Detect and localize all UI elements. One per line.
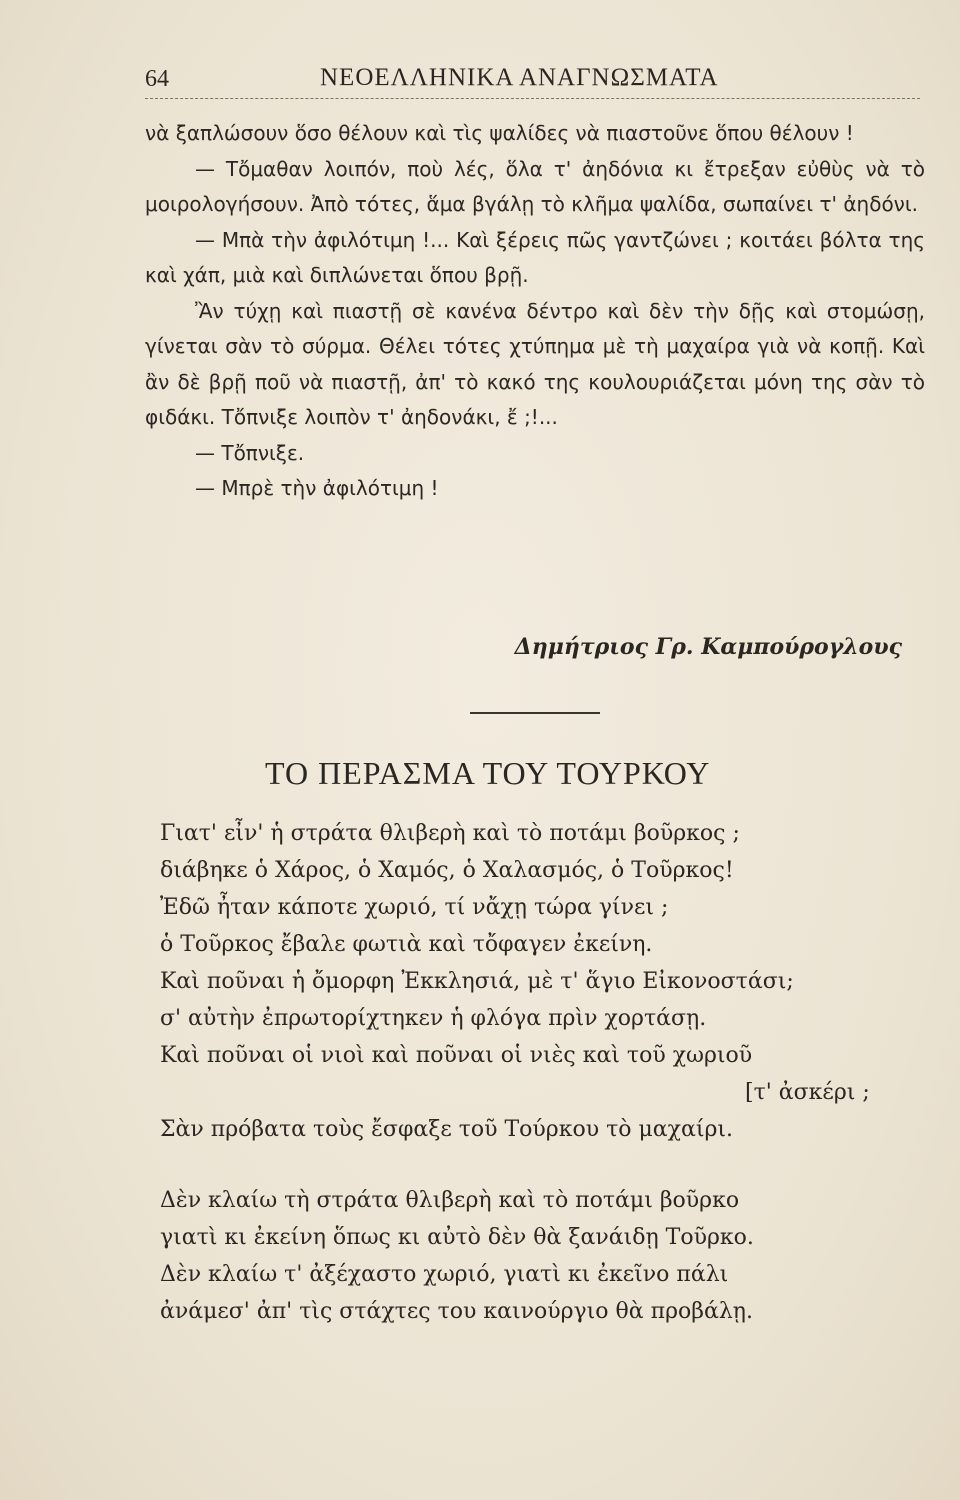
page-number: 64 [145,66,169,92]
poem-verse: Καὶ ποῦναι ἡ ὄμορφη Ἐκκλησιά, μὲ τ' ἅγιο Εἰκονοστάσι; [160,969,794,994]
section-separator [470,712,600,714]
poem-verse: γιατὶ κι ἐκείνη ὅπως κι αὐτὸ δὲν θὰ ξανάιδῃ Τοῦρκο. [160,1225,754,1250]
poem [160,815,920,1330]
poem-verse: διάβηκε ὁ Χάρος, ὁ Χαμός, ὁ Χαλασμός, ὁ Τοῦρκος! [160,858,734,883]
paragraph: νὰ ξαπλώσουν ὅσο θέλουν καὶ τὶς ψαλίδες νὰ πιαστοῦνε ὅπου θέλουν ! [145,121,854,145]
poem-verse: Σὰν πρόβατα τοὺς ἔσφαξε τοῦ Τούρκου τὸ μαχαίρι. [160,1117,734,1142]
paragraph: — Μπρὲ τὴν ἀφιλότιμη ! [195,476,439,500]
poem-verse-continuation: [τ' ἀσκέρι ; [745,1080,870,1105]
poem-verse: ὁ Τοῦρκος ἔβαλε φωτιὰ καὶ τὄφαγεν ἐκείνη. [160,932,653,957]
poem-verse: Γιατ' εἶν' ἡ στράτα θλιβερὴ καὶ τὸ ποτάμι βοῦρκος ; [160,821,740,846]
paragraph: — Τὄπνιξε. [195,440,305,465]
poem-verse: σ' αὐτὴν ἐπρωτορίχτηκεν ἡ φλόγα πρὶν χορτάσῃ. [160,1006,707,1031]
poem-verse: ἀνάμεσ' ἀπ' τὶς στάχτες του καινούργιο θὰ προβάλῃ. [160,1299,753,1324]
running-head: ΝΕΟΕΛΛΗΝΙΚΑ ΑΝΑΓΝΩΣΜΑΤΑ [320,64,719,91]
author-signature: Δημήτριος Γρ. Καμπούρογλους [514,634,902,660]
poem-verse: Δὲν κλαίω τ' ἀξέχαστο χωριό, γιατὶ κι ἐκεῖνο πάλι [160,1262,729,1287]
header-rule [145,98,920,99]
paragraph: — Τὄμαθαν λοιπόν, ποὺ λές, ὅλα τ' ἀηδόνια κι ἔτρεξαν εὐθὺς νὰ τὸ μοιρολογήσουν. Ἀπὸ τότες, ἅμα βγάλῃ τὸ κλῆμα ψαλίδα, σωπαίνει τ' ἀηδόνι. [145,156,925,216]
poem-title: ΤΟ ΠΕΡΑΣΜΑ ΤΟΥ ΤΟΥΡΚΟΥ [265,755,711,791]
poem-verse: Ἐδῶ ἦταν κάποτε χωριό, τί νἄχῃ τώρα γίνει ; [160,895,669,920]
poem-verse: Δὲν κλαίω τὴ στράτα θλιβερὴ καὶ τὸ ποτάμι βοῦρκο [160,1188,740,1213]
poem-verse: Καὶ ποῦναι οἱ νιοὶ καὶ ποῦναι οἱ νιὲς καὶ τοῦ χωριοῦ [160,1043,753,1068]
paragraph: Ἂν τύχῃ καὶ πιαστῇ σὲ κανένα δέντρο καὶ δὲν τὴν δῇς καὶ στομώσῃ, γίνεται σὰν τὸ σύρμα. Θέλει τότες χτύπημα μὲ τὴ μαχαίρα γιὰ νὰ κοπῇ. Καὶ ἂν δὲ βρῇ ποῦ νὰ πιαστῇ, ἀπ' τὸ κακό της κουλουριάζεται μόνη της σὰν τὸ φιδάκι. Τὄπνιξε λοιπὸν τ' ἀηδονάκι, ἔ ;!... [145,298,925,429]
stanza-break [160,1148,920,1182]
prose-section [145,116,925,507]
page-header [145,60,925,100]
paragraph: — Μπὰ τὴν ἀφιλότιμη !... Καὶ ξέρεις πῶς γαντζώνει ; κοιτάει βόλτα της καὶ χάπ, μιὰ καὶ διπλώνεται ὅπου βρῇ. [145,227,925,287]
